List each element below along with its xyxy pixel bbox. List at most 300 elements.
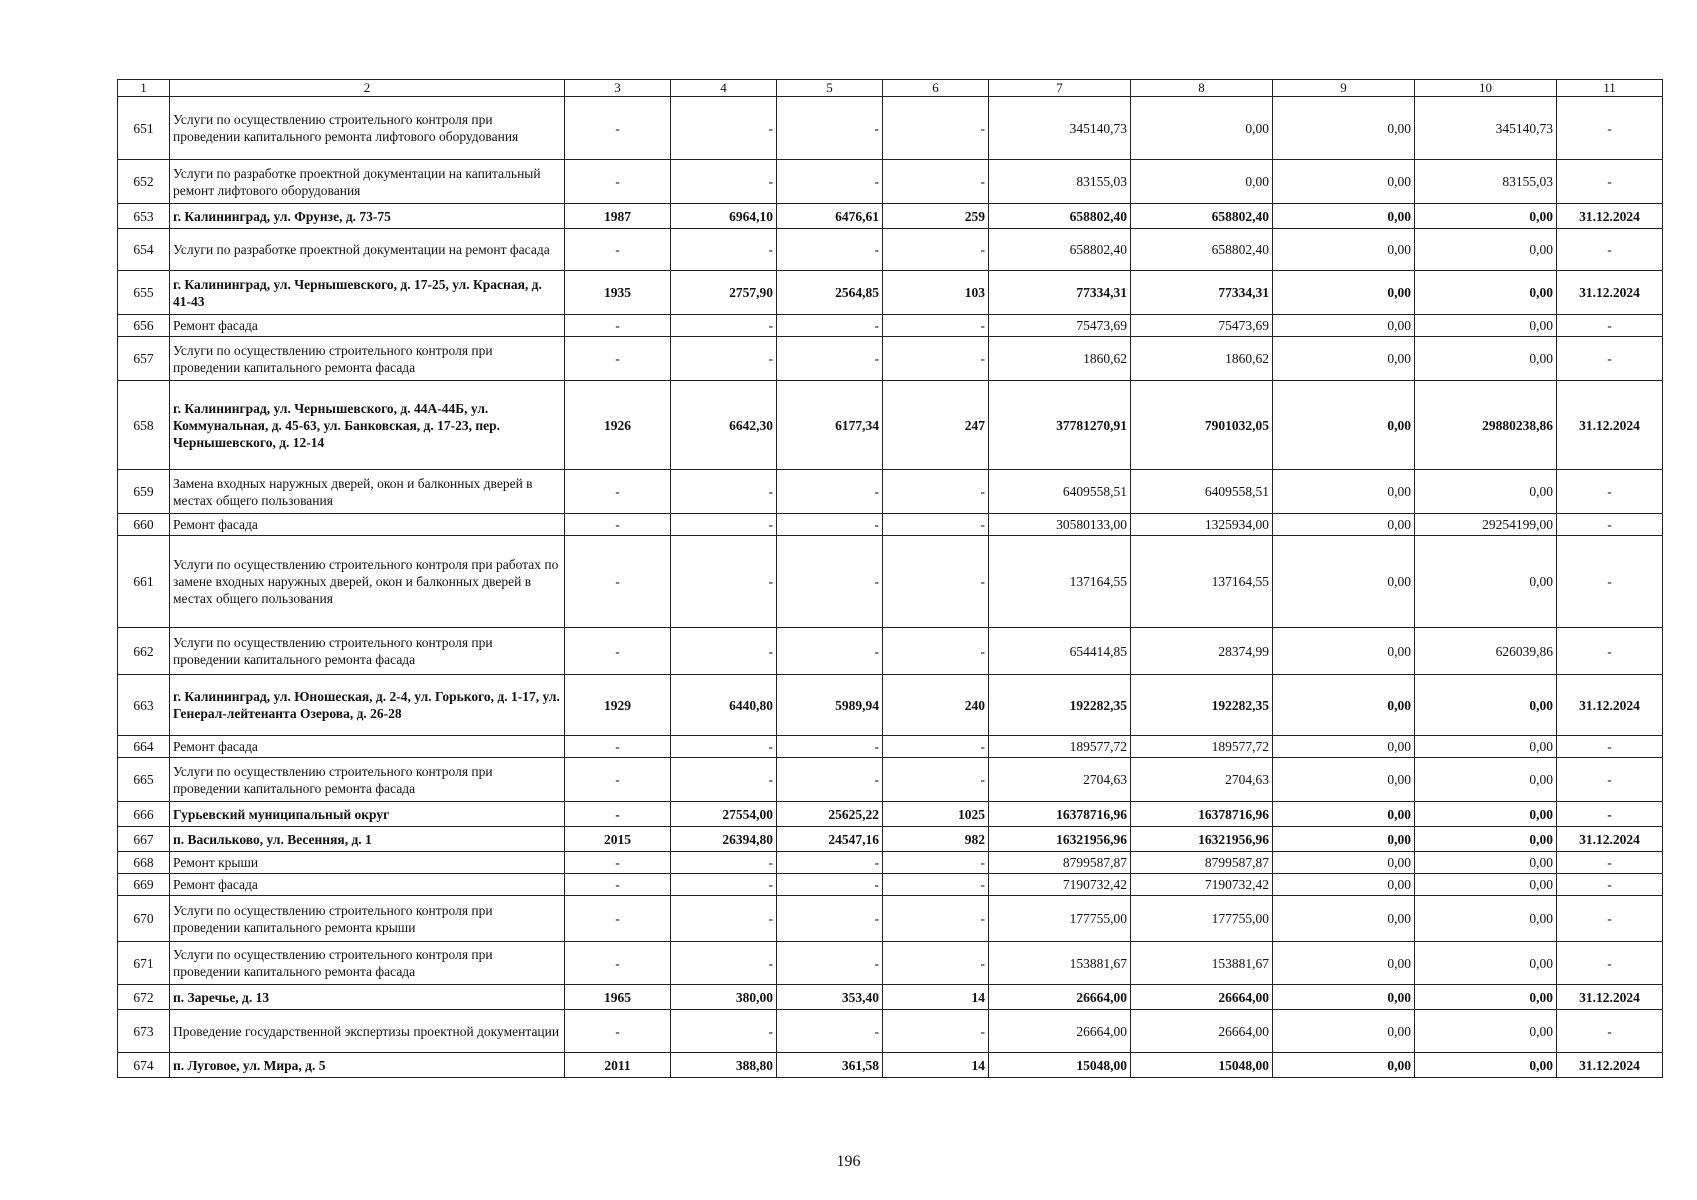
cost-budget-cell: 0,00 (1273, 874, 1415, 896)
cost-fund-cell: 28374,99 (1131, 628, 1273, 675)
cost-owners-cell: 0,00 (1415, 736, 1557, 758)
cost-budget-cell: 0,00 (1273, 896, 1415, 942)
table-row (118, 1010, 1663, 1053)
cost-total-cell: 189577,72 (989, 736, 1131, 758)
cost-fund-cell: 75473,69 (1131, 315, 1273, 337)
year-cell: - (565, 736, 671, 758)
cost-fund-cell: 2704,63 (1131, 758, 1273, 802)
deadline-cell: - (1557, 874, 1663, 896)
area-total-cell: - (671, 514, 777, 536)
row-number: 666 (118, 802, 170, 827)
area-living-cell: 6476,61 (777, 204, 883, 229)
cost-owners-cell: 0,00 (1415, 758, 1557, 802)
residents-cell: 14 (883, 985, 989, 1010)
row-name: п. Васильково, ул. Весенняя, д. 1 (170, 827, 565, 852)
year-cell: - (565, 97, 671, 160)
cost-owners-cell: 0,00 (1415, 675, 1557, 736)
row-number: 662 (118, 628, 170, 675)
row-name: Услуги по осуществлению строительного контроля при проведении капитального ремонта фасада (170, 628, 565, 675)
area-total-cell: 388,80 (671, 1053, 777, 1078)
cost-fund-cell: 15048,00 (1131, 1053, 1273, 1078)
table-row (118, 204, 1663, 229)
cost-fund-cell: 177755,00 (1131, 896, 1273, 942)
cost-total-cell: 7190732,42 (989, 874, 1131, 896)
area-total-cell: 2757,90 (671, 271, 777, 315)
column-header: 1 (118, 80, 170, 97)
cost-total-cell: 658802,40 (989, 204, 1131, 229)
area-living-cell: - (777, 628, 883, 675)
area-living-cell: 5989,94 (777, 675, 883, 736)
year-cell: - (565, 160, 671, 204)
year-cell: - (565, 514, 671, 536)
year-cell: - (565, 628, 671, 675)
row-number: 671 (118, 942, 170, 985)
cost-fund-cell: 0,00 (1131, 97, 1273, 160)
residents-cell: - (883, 896, 989, 942)
table-row (118, 942, 1663, 985)
row-number: 667 (118, 827, 170, 852)
cost-owners-cell: 0,00 (1415, 271, 1557, 315)
column-header: 8 (1131, 80, 1273, 97)
row-name: Услуги по осуществлению строительного контроля при проведении капитального ремонта фасада (170, 337, 565, 381)
row-name: Ремонт фасада (170, 736, 565, 758)
cost-budget-cell: 0,00 (1273, 985, 1415, 1010)
residents-cell: - (883, 470, 989, 514)
cost-owners-cell: 0,00 (1415, 896, 1557, 942)
area-total-cell: - (671, 337, 777, 381)
cost-total-cell: 83155,03 (989, 160, 1131, 204)
cost-owners-cell: 0,00 (1415, 1010, 1557, 1053)
area-total-cell: 26394,80 (671, 827, 777, 852)
row-number: 660 (118, 514, 170, 536)
deadline-cell: 31.12.2024 (1557, 827, 1663, 852)
cost-budget-cell: 0,00 (1273, 675, 1415, 736)
cost-budget-cell: 0,00 (1273, 1010, 1415, 1053)
cost-owners-cell: 626039,86 (1415, 628, 1557, 675)
residents-cell: 982 (883, 827, 989, 852)
row-name: Услуги по осуществлению строительного контроля при проведении капитального ремонта фасада (170, 942, 565, 985)
row-number: 659 (118, 470, 170, 514)
cost-owners-cell: 0,00 (1415, 942, 1557, 985)
cost-total-cell: 137164,55 (989, 536, 1131, 628)
row-number: 656 (118, 315, 170, 337)
table-row (118, 514, 1663, 536)
area-living-cell: - (777, 874, 883, 896)
area-living-cell: 361,58 (777, 1053, 883, 1078)
cost-owners-cell: 0,00 (1415, 470, 1557, 514)
area-living-cell: - (777, 736, 883, 758)
cost-budget-cell: 0,00 (1273, 1053, 1415, 1078)
row-number: 663 (118, 675, 170, 736)
table-row (118, 852, 1663, 874)
area-living-cell: - (777, 160, 883, 204)
deadline-cell: - (1557, 536, 1663, 628)
area-total-cell: - (671, 852, 777, 874)
cost-fund-cell: 26664,00 (1131, 1010, 1273, 1053)
area-total-cell: - (671, 160, 777, 204)
cost-fund-cell: 16378716,96 (1131, 802, 1273, 827)
row-number: 661 (118, 536, 170, 628)
row-number: 657 (118, 337, 170, 381)
row-number: 670 (118, 896, 170, 942)
area-total-cell: 6440,80 (671, 675, 777, 736)
residents-cell: 14 (883, 1053, 989, 1078)
row-name: Проведение государственной экспертизы проектной документации (170, 1010, 565, 1053)
table-row (118, 628, 1663, 675)
cost-budget-cell: 0,00 (1273, 942, 1415, 985)
deadline-cell: - (1557, 628, 1663, 675)
column-header: 11 (1557, 80, 1663, 97)
cost-fund-cell: 77334,31 (1131, 271, 1273, 315)
cost-owners-cell: 29254199,00 (1415, 514, 1557, 536)
row-number: 669 (118, 874, 170, 896)
cost-total-cell: 15048,00 (989, 1053, 1131, 1078)
cost-fund-cell: 16321956,96 (1131, 827, 1273, 852)
table-row (118, 1053, 1663, 1078)
deadline-cell: 31.12.2024 (1557, 381, 1663, 470)
row-name: г. Калининград, ул. Юношеская, д. 2-4, ул. Горького, д. 1-17, ул. Генерал-лейтенанта Озерова, д. 26-28 (170, 675, 565, 736)
cost-budget-cell: 0,00 (1273, 97, 1415, 160)
row-name: г. Калининград, ул. Фрунзе, д. 73-75 (170, 204, 565, 229)
row-name: Ремонт фасада (170, 874, 565, 896)
area-total-cell: - (671, 1010, 777, 1053)
area-living-cell: - (777, 536, 883, 628)
row-number: 652 (118, 160, 170, 204)
area-total-cell: - (671, 470, 777, 514)
residents-cell: - (883, 229, 989, 271)
row-number: 658 (118, 381, 170, 470)
area-living-cell: 25625,22 (777, 802, 883, 827)
cost-owners-cell: 0,00 (1415, 874, 1557, 896)
table-row (118, 536, 1663, 628)
year-cell: - (565, 229, 671, 271)
cost-owners-cell: 83155,03 (1415, 160, 1557, 204)
cost-budget-cell: 0,00 (1273, 470, 1415, 514)
residents-cell: 103 (883, 271, 989, 315)
cost-budget-cell: 0,00 (1273, 514, 1415, 536)
area-total-cell: - (671, 758, 777, 802)
deadline-cell: - (1557, 852, 1663, 874)
row-number: 672 (118, 985, 170, 1010)
deadline-cell: - (1557, 758, 1663, 802)
cost-budget-cell: 0,00 (1273, 271, 1415, 315)
deadline-cell: - (1557, 942, 1663, 985)
table-row (118, 675, 1663, 736)
residents-cell: - (883, 160, 989, 204)
area-total-cell: - (671, 942, 777, 985)
area-living-cell: - (777, 470, 883, 514)
deadline-cell: 31.12.2024 (1557, 204, 1663, 229)
area-living-cell: - (777, 852, 883, 874)
cost-budget-cell: 0,00 (1273, 736, 1415, 758)
area-living-cell: - (777, 315, 883, 337)
year-cell: 1987 (565, 204, 671, 229)
deadline-cell: 31.12.2024 (1557, 271, 1663, 315)
residents-cell: - (883, 852, 989, 874)
deadline-cell: - (1557, 896, 1663, 942)
row-name: Гурьевский муниципальный округ (170, 802, 565, 827)
row-number: 655 (118, 271, 170, 315)
cost-fund-cell: 1325934,00 (1131, 514, 1273, 536)
column-header: 4 (671, 80, 777, 97)
cost-total-cell: 153881,67 (989, 942, 1131, 985)
row-name: г. Калининград, ул. Чернышевского, д. 17-25, ул. Красная, д. 41-43 (170, 271, 565, 315)
area-total-cell: 27554,00 (671, 802, 777, 827)
residents-cell: - (883, 97, 989, 160)
area-total-cell: - (671, 874, 777, 896)
table-row (118, 896, 1663, 942)
table-row (118, 802, 1663, 827)
cost-fund-cell: 658802,40 (1131, 204, 1273, 229)
deadline-cell: - (1557, 337, 1663, 381)
cost-budget-cell: 0,00 (1273, 204, 1415, 229)
year-cell: 2015 (565, 827, 671, 852)
cost-budget-cell: 0,00 (1273, 758, 1415, 802)
deadline-cell: 31.12.2024 (1557, 675, 1663, 736)
cost-budget-cell: 0,00 (1273, 536, 1415, 628)
year-cell: - (565, 874, 671, 896)
table-row (118, 315, 1663, 337)
column-header: 3 (565, 80, 671, 97)
row-name: Услуги по осуществлению строительного контроля при проведении капитального ремонта фасада (170, 758, 565, 802)
cost-fund-cell: 7190732,42 (1131, 874, 1273, 896)
year-cell: - (565, 852, 671, 874)
cost-owners-cell: 0,00 (1415, 337, 1557, 381)
deadline-cell: - (1557, 802, 1663, 827)
row-name: Услуги по осуществлению строительного контроля при работах по замене входных наружных дверей, окон и балконных дверей в местах общего пользования (170, 536, 565, 628)
cost-total-cell: 192282,35 (989, 675, 1131, 736)
cost-owners-cell: 0,00 (1415, 204, 1557, 229)
register-table-body (118, 80, 1663, 1078)
row-number: 665 (118, 758, 170, 802)
residents-cell: - (883, 942, 989, 985)
cost-fund-cell: 1860,62 (1131, 337, 1273, 381)
column-header: 10 (1415, 80, 1557, 97)
table-row (118, 758, 1663, 802)
cost-total-cell: 654414,85 (989, 628, 1131, 675)
table-row (118, 160, 1663, 204)
cost-budget-cell: 0,00 (1273, 315, 1415, 337)
residents-cell: 247 (883, 381, 989, 470)
cost-total-cell: 2704,63 (989, 758, 1131, 802)
cost-owners-cell: 0,00 (1415, 802, 1557, 827)
table-row (118, 874, 1663, 896)
cost-fund-cell: 0,00 (1131, 160, 1273, 204)
cost-owners-cell: 0,00 (1415, 229, 1557, 271)
year-cell: 1965 (565, 985, 671, 1010)
row-name: Ремонт фасада (170, 315, 565, 337)
year-cell: 1929 (565, 675, 671, 736)
residents-cell: 1025 (883, 802, 989, 827)
cost-total-cell: 1860,62 (989, 337, 1131, 381)
cost-budget-cell: 0,00 (1273, 827, 1415, 852)
cost-owners-cell: 0,00 (1415, 827, 1557, 852)
area-living-cell: 2564,85 (777, 271, 883, 315)
cost-fund-cell: 658802,40 (1131, 229, 1273, 271)
area-total-cell: - (671, 229, 777, 271)
year-cell: - (565, 896, 671, 942)
cost-total-cell: 16321956,96 (989, 827, 1131, 852)
area-total-cell: - (671, 896, 777, 942)
table-row (118, 470, 1663, 514)
cost-owners-cell: 0,00 (1415, 985, 1557, 1010)
row-name: Услуги по разработке проектной документации на капитальный ремонт лифтового оборудования (170, 160, 565, 204)
cost-budget-cell: 0,00 (1273, 381, 1415, 470)
area-living-cell: - (777, 1010, 883, 1053)
deadline-cell: 31.12.2024 (1557, 1053, 1663, 1078)
table-row (118, 229, 1663, 271)
year-cell: - (565, 337, 671, 381)
cost-total-cell: 345140,73 (989, 97, 1131, 160)
deadline-cell: - (1557, 470, 1663, 514)
residents-cell: - (883, 874, 989, 896)
row-name: Услуги по разработке проектной документации на ремонт фасада (170, 229, 565, 271)
residents-cell: - (883, 736, 989, 758)
column-header: 7 (989, 80, 1131, 97)
row-name: п. Луговое, ул. Мира, д. 5 (170, 1053, 565, 1078)
row-name: Ремонт фасада (170, 514, 565, 536)
area-living-cell: - (777, 896, 883, 942)
area-living-cell: - (777, 942, 883, 985)
area-living-cell: - (777, 337, 883, 381)
area-total-cell: - (671, 315, 777, 337)
cost-total-cell: 658802,40 (989, 229, 1131, 271)
cost-total-cell: 16378716,96 (989, 802, 1131, 827)
cost-owners-cell: 0,00 (1415, 1053, 1557, 1078)
table-row (118, 97, 1663, 160)
row-name: Услуги по осуществлению строительного контроля при проведении капитального ремонта лифтового оборудования (170, 97, 565, 160)
column-header: 2 (170, 80, 565, 97)
year-cell: 1935 (565, 271, 671, 315)
area-total-cell: - (671, 536, 777, 628)
year-cell: - (565, 802, 671, 827)
cost-total-cell: 26664,00 (989, 985, 1131, 1010)
area-total-cell: - (671, 736, 777, 758)
table-row (118, 271, 1663, 315)
cost-fund-cell: 6409558,51 (1131, 470, 1273, 514)
column-header: 5 (777, 80, 883, 97)
row-name: Услуги по осуществлению строительного контроля при проведении капитального ремонта крыши (170, 896, 565, 942)
row-name: п. Заречье, д. 13 (170, 985, 565, 1010)
cost-fund-cell: 8799587,87 (1131, 852, 1273, 874)
page-number: 196 (836, 1153, 861, 1170)
cost-fund-cell: 153881,67 (1131, 942, 1273, 985)
year-cell: 1926 (565, 381, 671, 470)
residents-cell: 240 (883, 675, 989, 736)
deadline-cell: - (1557, 736, 1663, 758)
register-table (117, 79, 1663, 1078)
cost-owners-cell: 0,00 (1415, 536, 1557, 628)
deadline-cell: - (1557, 229, 1663, 271)
year-cell: 2011 (565, 1053, 671, 1078)
cost-fund-cell: 192282,35 (1131, 675, 1273, 736)
column-header: 9 (1273, 80, 1415, 97)
year-cell: - (565, 536, 671, 628)
row-number: 654 (118, 229, 170, 271)
residents-cell: - (883, 536, 989, 628)
cost-owners-cell: 0,00 (1415, 315, 1557, 337)
residents-cell: - (883, 1010, 989, 1053)
row-number: 673 (118, 1010, 170, 1053)
register-table-container (117, 79, 1662, 1078)
year-cell: - (565, 942, 671, 985)
cost-total-cell: 8799587,87 (989, 852, 1131, 874)
cost-budget-cell: 0,00 (1273, 337, 1415, 381)
row-name: Замена входных наружных дверей, окон и балконных дверей в местах общего пользования (170, 470, 565, 514)
row-number: 653 (118, 204, 170, 229)
row-number: 674 (118, 1053, 170, 1078)
residents-cell: 259 (883, 204, 989, 229)
row-name: г. Калининград, ул. Чернышевского, д. 44А-44Б, ул. Коммунальная, д. 45-63, ул. Банковская, д. 17-23, пер. Чернышевского, д. 12-14 (170, 381, 565, 470)
cost-total-cell: 37781270,91 (989, 381, 1131, 470)
cost-total-cell: 6409558,51 (989, 470, 1131, 514)
cost-budget-cell: 0,00 (1273, 628, 1415, 675)
year-cell: - (565, 1010, 671, 1053)
area-total-cell: - (671, 628, 777, 675)
deadline-cell: - (1557, 1010, 1663, 1053)
cost-budget-cell: 0,00 (1273, 802, 1415, 827)
area-total-cell: 6964,10 (671, 204, 777, 229)
column-header: 6 (883, 80, 989, 97)
year-cell: - (565, 758, 671, 802)
area-total-cell: - (671, 97, 777, 160)
table-row (118, 827, 1663, 852)
table-row (118, 736, 1663, 758)
cost-total-cell: 30580133,00 (989, 514, 1131, 536)
area-living-cell: - (777, 514, 883, 536)
residents-cell: - (883, 758, 989, 802)
year-cell: - (565, 470, 671, 514)
cost-fund-cell: 7901032,05 (1131, 381, 1273, 470)
cost-total-cell: 75473,69 (989, 315, 1131, 337)
cost-fund-cell: 189577,72 (1131, 736, 1273, 758)
deadline-cell: - (1557, 97, 1663, 160)
cost-total-cell: 177755,00 (989, 896, 1131, 942)
deadline-cell: - (1557, 514, 1663, 536)
table-row (118, 337, 1663, 381)
row-number: 668 (118, 852, 170, 874)
area-total-cell: 380,00 (671, 985, 777, 1010)
cost-fund-cell: 26664,00 (1131, 985, 1273, 1010)
column-number-header-row (118, 80, 1663, 97)
area-living-cell: - (777, 97, 883, 160)
deadline-cell: 31.12.2024 (1557, 985, 1663, 1010)
row-number: 651 (118, 97, 170, 160)
cost-owners-cell: 29880238,86 (1415, 381, 1557, 470)
cost-budget-cell: 0,00 (1273, 229, 1415, 271)
area-living-cell: 24547,16 (777, 827, 883, 852)
area-total-cell: 6642,30 (671, 381, 777, 470)
table-row (118, 985, 1663, 1010)
residents-cell: - (883, 628, 989, 675)
deadline-cell: - (1557, 160, 1663, 204)
cost-total-cell: 77334,31 (989, 271, 1131, 315)
cost-total-cell: 26664,00 (989, 1010, 1131, 1053)
cost-budget-cell: 0,00 (1273, 852, 1415, 874)
row-name: Ремонт крыши (170, 852, 565, 874)
table-row (118, 381, 1663, 470)
cost-fund-cell: 137164,55 (1131, 536, 1273, 628)
cost-owners-cell: 345140,73 (1415, 97, 1557, 160)
deadline-cell: - (1557, 315, 1663, 337)
area-living-cell: 6177,34 (777, 381, 883, 470)
residents-cell: - (883, 337, 989, 381)
cost-owners-cell: 0,00 (1415, 852, 1557, 874)
area-living-cell: 353,40 (777, 985, 883, 1010)
area-living-cell: - (777, 229, 883, 271)
area-living-cell: - (777, 758, 883, 802)
residents-cell: - (883, 315, 989, 337)
